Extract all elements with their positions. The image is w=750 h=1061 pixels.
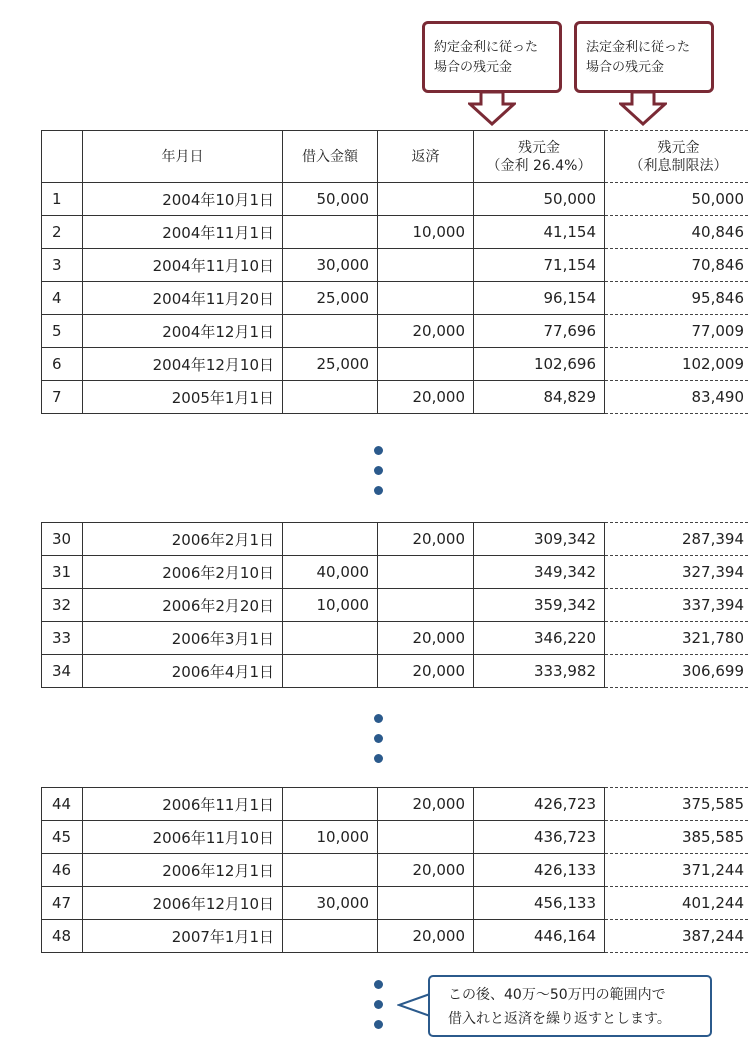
cell-legal: 321,780 — [605, 622, 750, 655]
table-header-row — [42, 131, 750, 183]
cell-date: 2006年12月1日 — [83, 854, 283, 887]
table-row — [42, 381, 750, 414]
table-row — [42, 523, 750, 556]
cell-repay: 20,000 — [378, 523, 474, 556]
dot-icon — [374, 734, 383, 743]
table-row — [42, 854, 750, 887]
cell-date: 2004年11月10日 — [83, 249, 283, 282]
cell-date: 2006年4月1日 — [83, 655, 283, 688]
cell-no: 30 — [42, 523, 83, 556]
cell-borrow — [283, 788, 378, 821]
table-row — [42, 655, 750, 688]
cell-no: 4 — [42, 282, 83, 315]
note-pointer-icon — [397, 990, 431, 1020]
table-row — [42, 589, 750, 622]
cell-borrow — [283, 315, 378, 348]
dot-icon — [374, 466, 383, 475]
balance-table-part-1 — [41, 130, 750, 414]
cell-repay — [378, 556, 474, 589]
note-callout — [428, 975, 712, 1037]
cell-date: 2006年11月10日 — [83, 821, 283, 854]
cell-no: 3 — [42, 249, 83, 282]
cell-balance: 102,696 — [474, 348, 605, 381]
cell-repay — [378, 282, 474, 315]
cell-borrow — [283, 920, 378, 953]
cell-legal: 387,244 — [605, 920, 750, 953]
dot-icon — [374, 446, 383, 455]
cell-date: 2004年12月1日 — [83, 315, 283, 348]
table-row — [42, 216, 750, 249]
callout-contract-rate — [422, 21, 562, 93]
cell-no: 48 — [42, 920, 83, 953]
continuation-dots — [374, 446, 386, 506]
continuation-dots — [374, 714, 386, 774]
cell-no: 1 — [42, 183, 83, 216]
cell-balance: 309,342 — [474, 523, 605, 556]
table-row — [42, 788, 750, 821]
cell-date: 2004年11月1日 — [83, 216, 283, 249]
cell-balance: 77,696 — [474, 315, 605, 348]
cell-legal: 50,000 — [605, 183, 750, 216]
dot-icon — [374, 1000, 383, 1009]
cell-repay — [378, 348, 474, 381]
cell-no: 7 — [42, 381, 83, 414]
cell-repay — [378, 887, 474, 920]
cell-date: 2004年10月1日 — [83, 183, 283, 216]
cell-balance: 436,723 — [474, 821, 605, 854]
table-row — [42, 282, 750, 315]
cell-repay: 20,000 — [378, 622, 474, 655]
cell-balance: 96,154 — [474, 282, 605, 315]
header-no — [42, 131, 83, 183]
cell-legal: 337,394 — [605, 589, 750, 622]
header-balance-line1: 残元金 — [518, 139, 560, 156]
cell-legal: 375,585 — [605, 788, 750, 821]
cell-legal: 102,009 — [605, 348, 750, 381]
cell-borrow: 25,000 — [283, 348, 378, 381]
cell-date: 2004年11月20日 — [83, 282, 283, 315]
note-line1: この後、40万〜50万円の範囲内で — [448, 987, 666, 1003]
cell-legal: 40,846 — [605, 216, 750, 249]
cell-repay — [378, 821, 474, 854]
cell-no: 33 — [42, 622, 83, 655]
cell-no: 46 — [42, 854, 83, 887]
cell-legal: 287,394 — [605, 523, 750, 556]
cell-date: 2006年12月10日 — [83, 887, 283, 920]
cell-balance: 426,723 — [474, 788, 605, 821]
cell-date: 2004年12月10日 — [83, 348, 283, 381]
cell-no: 44 — [42, 788, 83, 821]
cell-borrow: 25,000 — [283, 282, 378, 315]
table-row — [42, 315, 750, 348]
cell-balance: 349,342 — [474, 556, 605, 589]
cell-date: 2006年11月1日 — [83, 788, 283, 821]
cell-no: 6 — [42, 348, 83, 381]
header-legal-balance — [605, 131, 750, 183]
cell-date: 2006年2月10日 — [83, 556, 283, 589]
cell-borrow: 10,000 — [283, 589, 378, 622]
cell-borrow — [283, 622, 378, 655]
cell-repay: 20,000 — [378, 381, 474, 414]
cell-borrow: 50,000 — [283, 183, 378, 216]
cell-balance: 333,982 — [474, 655, 605, 688]
table-row — [42, 887, 750, 920]
cell-no: 2 — [42, 216, 83, 249]
cell-legal: 77,009 — [605, 315, 750, 348]
cell-date: 2006年3月1日 — [83, 622, 283, 655]
cell-legal: 371,244 — [605, 854, 750, 887]
header-legal-line1: 残元金 — [657, 139, 700, 156]
header-legal-line2: （利息制限法） — [629, 157, 728, 174]
cell-date: 2006年2月20日 — [83, 589, 283, 622]
table-row — [42, 821, 750, 854]
cell-legal: 70,846 — [605, 249, 750, 282]
dot-icon — [374, 714, 383, 723]
table-row — [42, 556, 750, 589]
cell-repay: 20,000 — [378, 788, 474, 821]
callout-legal-line2: 場合の残元金 — [586, 60, 665, 75]
cell-repay — [378, 183, 474, 216]
cell-balance: 456,133 — [474, 887, 605, 920]
callout-legal-line1: 法定金利に従った — [586, 40, 691, 55]
cell-balance: 359,342 — [474, 589, 605, 622]
table-row — [42, 183, 750, 216]
cell-date: 2005年1月1日 — [83, 381, 283, 414]
cell-borrow — [283, 381, 378, 414]
cell-balance: 346,220 — [474, 622, 605, 655]
cell-repay: 10,000 — [378, 216, 474, 249]
table-row — [42, 622, 750, 655]
dot-icon — [374, 1020, 383, 1029]
cell-date: 2007年1月1日 — [83, 920, 283, 953]
balance-table-part-3 — [41, 787, 750, 953]
cell-legal: 95,846 — [605, 282, 750, 315]
continuation-dots — [374, 980, 386, 1040]
cell-no: 47 — [42, 887, 83, 920]
balance-table-part-2 — [41, 522, 750, 688]
callout-contract-line2: 場合の残元金 — [434, 60, 513, 75]
cell-borrow: 30,000 — [283, 249, 378, 282]
cell-balance: 71,154 — [474, 249, 605, 282]
table-row — [42, 249, 750, 282]
callout-contract-line1: 約定金利に従った — [434, 40, 539, 55]
header-date: 年月日 — [83, 131, 283, 183]
cell-balance: 446,164 — [474, 920, 605, 953]
callout-legal-rate — [574, 21, 714, 93]
cell-repay: 20,000 — [378, 920, 474, 953]
cell-balance: 426,133 — [474, 854, 605, 887]
dot-icon — [374, 486, 383, 495]
cell-legal: 83,490 — [605, 381, 750, 414]
cell-repay — [378, 249, 474, 282]
table-row — [42, 348, 750, 381]
note-line2: 借入れと返済を繰り返すとします。 — [448, 1011, 671, 1027]
cell-no: 5 — [42, 315, 83, 348]
cell-borrow: 10,000 — [283, 821, 378, 854]
cell-balance: 41,154 — [474, 216, 605, 249]
cell-borrow — [283, 655, 378, 688]
down-arrow-icon — [619, 92, 667, 126]
header-balance — [474, 131, 605, 183]
cell-borrow — [283, 216, 378, 249]
header-balance-line2: （金利 26.4%） — [486, 157, 592, 174]
cell-no: 45 — [42, 821, 83, 854]
cell-repay — [378, 589, 474, 622]
cell-legal: 385,585 — [605, 821, 750, 854]
cell-balance: 50,000 — [474, 183, 605, 216]
cell-borrow: 30,000 — [283, 887, 378, 920]
cell-repay: 20,000 — [378, 315, 474, 348]
dot-icon — [374, 754, 383, 763]
dot-icon — [374, 980, 383, 989]
cell-borrow: 40,000 — [283, 556, 378, 589]
cell-legal: 401,244 — [605, 887, 750, 920]
cell-legal: 306,699 — [605, 655, 750, 688]
cell-no: 34 — [42, 655, 83, 688]
cell-borrow — [283, 854, 378, 887]
cell-repay: 20,000 — [378, 854, 474, 887]
header-repay: 返済 — [378, 131, 474, 183]
down-arrow-icon — [468, 92, 516, 126]
cell-repay: 20,000 — [378, 655, 474, 688]
cell-no: 31 — [42, 556, 83, 589]
header-borrow: 借入金額 — [283, 131, 378, 183]
cell-borrow — [283, 523, 378, 556]
cell-date: 2006年2月1日 — [83, 523, 283, 556]
cell-no: 32 — [42, 589, 83, 622]
cell-legal: 327,394 — [605, 556, 750, 589]
table-row — [42, 920, 750, 953]
cell-balance: 84,829 — [474, 381, 605, 414]
